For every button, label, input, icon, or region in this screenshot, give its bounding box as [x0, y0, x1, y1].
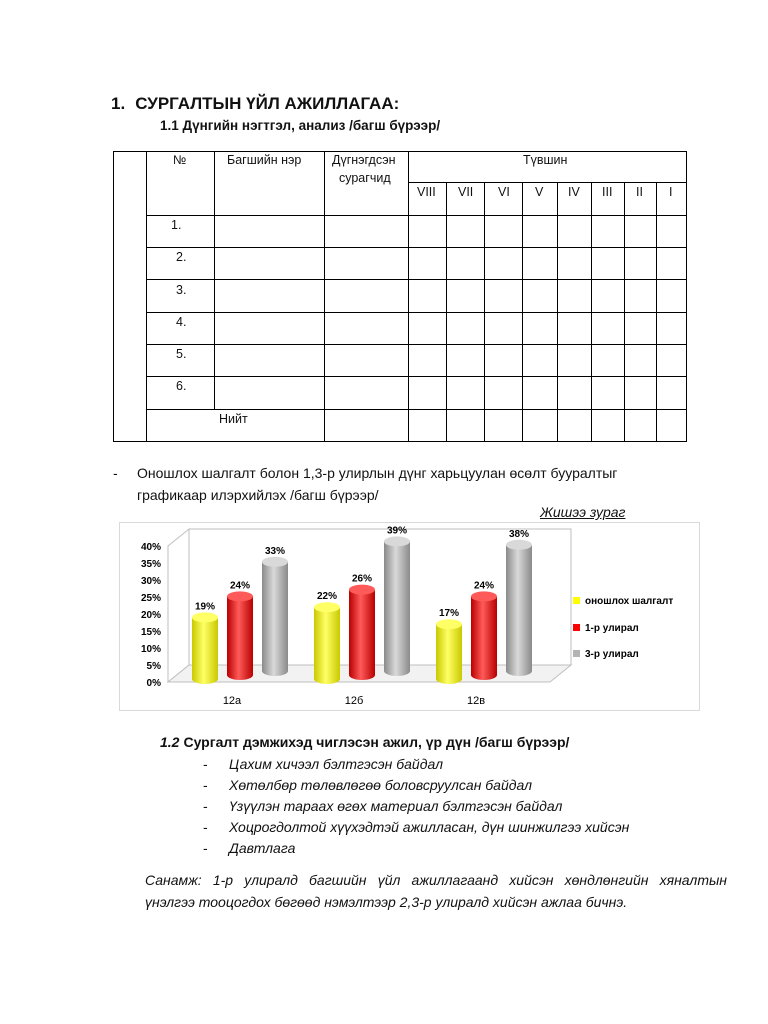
- data-label: 38%: [508, 528, 530, 540]
- bar-term1-12в: [471, 596, 497, 680]
- subsection-1-2-number: 1.2: [160, 734, 180, 750]
- y-tick-label: 30%: [140, 576, 161, 587]
- table-row-number: 3.: [176, 283, 187, 297]
- example-figure-label: Жишээ зураг: [540, 504, 626, 520]
- header-evaluated-students-line2: сурагчид: [339, 171, 391, 185]
- bar-term3-12в: [506, 545, 532, 676]
- note-paragraph: [145, 869, 727, 913]
- note-line-1: Санамж: 1-р улиралд багшийн үйл ажиллагаанд хийсэн хөндлөнгийн хяналтын: [145, 872, 727, 888]
- section-heading: [111, 94, 399, 114]
- legend-swatch: [573, 650, 580, 657]
- bar-top: [506, 540, 532, 550]
- data-label: 24%: [473, 580, 495, 592]
- legend-label: 1-р улирал: [585, 623, 639, 634]
- chart-side-wall: [168, 529, 189, 682]
- x-category-label: 12в: [466, 695, 486, 707]
- data-label: 33%: [264, 545, 286, 557]
- header-teacher-name: Багшийн нэр: [227, 153, 302, 167]
- data-label: 19%: [194, 601, 216, 613]
- bar-chart: [120, 523, 699, 710]
- y-tick-label: 25%: [140, 593, 161, 604]
- legend-label: оношлох шалгалт: [585, 596, 674, 607]
- data-label: 26%: [351, 573, 373, 585]
- data-label: 17%: [438, 608, 460, 620]
- bar-term1-12а: [227, 596, 253, 680]
- bar-diagnostic-12б: [314, 607, 340, 684]
- bar-term1-12б: [349, 590, 375, 680]
- table-row-number: 2.: [176, 250, 187, 264]
- level-col-iii: III: [602, 185, 613, 199]
- support-work-list: [203, 754, 629, 859]
- note-line-2: үнэлгээ тооцогдох бөгөөд нэмэлтээр 2,3-р улиралд хийсэн ажлаа бичнэ.: [145, 894, 628, 910]
- data-label: 22%: [316, 591, 338, 603]
- list-item: - Хөтөлбөр төлөвлөгөө боловсруулсан байдал: [203, 777, 533, 793]
- section-title: СУРГАЛТЫН ҮЙЛ АЖИЛЛАГАА:: [135, 94, 400, 113]
- y-tick-label: 35%: [140, 559, 161, 570]
- level-col-vi: VI: [498, 185, 510, 199]
- y-tick-label: 0%: [146, 678, 161, 689]
- y-tick-label: 15%: [140, 627, 161, 638]
- instruction-line-1: Оношлох шалгалт болон 1,3-р улирлын дүнг харьцуулан өсөлт бууралтыг: [137, 465, 618, 481]
- x-category-label: 12а: [222, 695, 242, 707]
- level-col-vii: VII: [458, 185, 474, 199]
- bar-top: [384, 536, 410, 546]
- list-item: - Үзүүлэн тараах өгөх материал бэлтгэсэн байдал: [203, 798, 563, 814]
- y-tick-label: 40%: [140, 542, 161, 553]
- table-row-number: 5.: [176, 347, 187, 361]
- y-tick-label: 10%: [140, 644, 161, 655]
- bar-top: [436, 619, 462, 629]
- list-item: - Хоцрогдолтой хүүхэдтэй ажилласан, дүн шинжилгээ хийсэн: [203, 819, 630, 835]
- table-row-number: 4.: [176, 315, 187, 329]
- bar-top: [349, 585, 375, 595]
- subsection-1-2-text: Сургалт дэмжихэд чиглэсэн ажил, үр дүн /багш бүрээр/: [183, 734, 570, 750]
- level-col-iv: IV: [568, 185, 580, 199]
- x-category-label: 12б: [344, 695, 364, 707]
- table-row-number: 1.: [171, 218, 182, 232]
- header-level: Түвшин: [523, 153, 568, 167]
- y-tick-label: 20%: [140, 610, 161, 621]
- grades-table: [113, 151, 687, 442]
- section-number: 1.: [111, 94, 126, 113]
- bullet-dash: -: [113, 465, 118, 481]
- level-col-viii: VIII: [417, 185, 436, 199]
- level-col-v: V: [535, 185, 544, 199]
- legend-swatch: [573, 624, 580, 631]
- list-item: - Цахим хичээл бэлтгэсэн байдал: [203, 756, 443, 772]
- bar-diagnostic-12в: [436, 624, 462, 684]
- bar-top: [471, 591, 497, 601]
- instruction-line-2: графикаар илэрхийлэх /багш бүрээр/: [137, 487, 379, 503]
- table-row-number: 6.: [176, 379, 187, 393]
- data-label: 39%: [386, 525, 408, 537]
- y-tick-label: 5%: [146, 661, 161, 672]
- level-col-i: I: [669, 185, 673, 199]
- bar-top: [227, 591, 253, 601]
- bar-top: [262, 557, 288, 567]
- bar-top: [192, 612, 218, 622]
- subsection-1-1-title: 1.1 Дүнгийн нэгтгэл, анализ /багш бүрээр/: [160, 118, 441, 133]
- chart-container: [119, 522, 700, 711]
- table-total-label: Нийт: [219, 412, 248, 426]
- list-item: - Давтлага: [203, 840, 296, 856]
- bar-term3-12а: [262, 562, 288, 676]
- data-label: 24%: [229, 580, 251, 592]
- bar-term3-12б: [384, 541, 410, 676]
- header-evaluated-students-line1: Дүгнэгдсэн: [332, 153, 396, 167]
- header-no: №: [173, 153, 187, 167]
- level-col-ii: II: [636, 185, 643, 199]
- subsection-1-2-title: [160, 734, 569, 750]
- bar-diagnostic-12а: [192, 617, 218, 684]
- legend-swatch: [573, 597, 580, 604]
- bar-top: [314, 602, 340, 612]
- legend-label: 3-р улирал: [585, 649, 639, 660]
